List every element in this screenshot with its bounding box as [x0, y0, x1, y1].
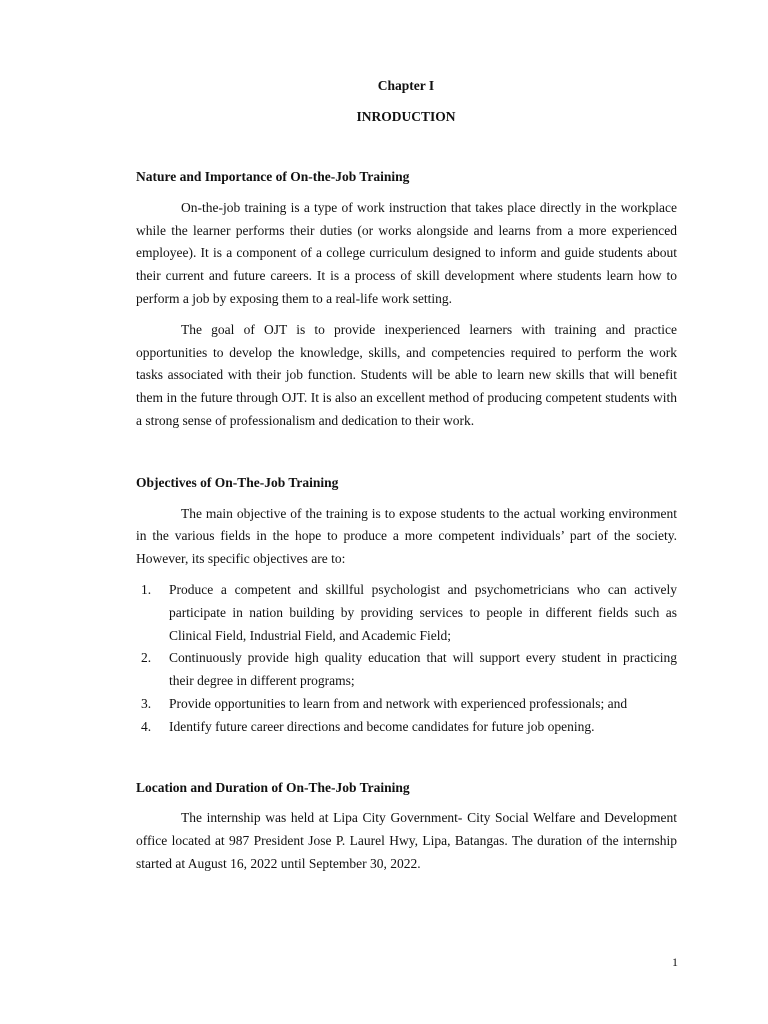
- list-item-number: 4.: [141, 718, 152, 734]
- chapter-title: INRODUCTION: [356, 109, 456, 124]
- objectives-list: [136, 579, 677, 739]
- list-item: [136, 647, 677, 693]
- paragraph-objectives-intro: The main objective of the training is to expose students to the actual working environment in the various fields in the hope to produce a more competent individuals’ part of the society. However, its specific objectives are to:: [136, 505, 677, 567]
- list-item-text: Continuously provide high quality education that will support every student in practicing their degree in different programs;: [169, 650, 677, 689]
- paragraph-nature-2: The goal of OJT is to provide inexperienced learners with training and practice opportunities to develop the knowledge, skills, and competencies required to perform the work tasks associated with their job function. Students will be able to learn new skills that will benefit them in the future through OJT. It is also an excellent method of producing competent students with a strong sense of professionalism and dedication to their work.: [136, 321, 677, 428]
- list-item-text: Provide opportunities to learn from and network with experienced professionals; and: [169, 695, 628, 711]
- section-heading-nature: Nature and Importance of On-the-Job Training: [136, 169, 410, 184]
- section-heading-location: Location and Duration of On-The-Job Training: [136, 779, 410, 795]
- list-item-number: 1.: [141, 581, 152, 597]
- paragraph-nature-1: On-the-job training is a type of work instruction that takes place directly in the workplace while the learner performs their duties (or works alongside and learns from a more experienced employee). It is a component of a college curriculum designed to inform and guide students about their current and future careers. It is a process of skill development where students learn how to perform a job by exposing them to a real-life work setting.: [136, 199, 677, 306]
- list-item-number: 3.: [141, 695, 152, 711]
- list-item-number: 2.: [141, 650, 152, 666]
- chapter-label: Chapter I: [377, 78, 435, 93]
- list-item-text: Produce a competent and skillful psychologist and psychometricians who can actively participate in nation building by providing services to people in different fields such as Clinical Field, Industrial Field, and Academic Field;: [169, 581, 677, 643]
- list-item: [136, 716, 677, 739]
- paragraph-location: The internship was held at Lipa City Government- City Social Welfare and Development office located at 987 President Jose P. Laurel Hwy, Lipa, Batangas. The duration of the internship started at August 16, 2022 until September 30, 2022.: [136, 810, 677, 871]
- document-body: [136, 166, 677, 876]
- list-item: [136, 579, 677, 647]
- page-number: 1: [672, 955, 678, 969]
- section-heading-objectives: Objectives of On-The-Job Training: [136, 474, 339, 490]
- list-item: [136, 693, 677, 716]
- list-item-text: Identify future career directions and become candidates for future job opening.: [169, 718, 595, 734]
